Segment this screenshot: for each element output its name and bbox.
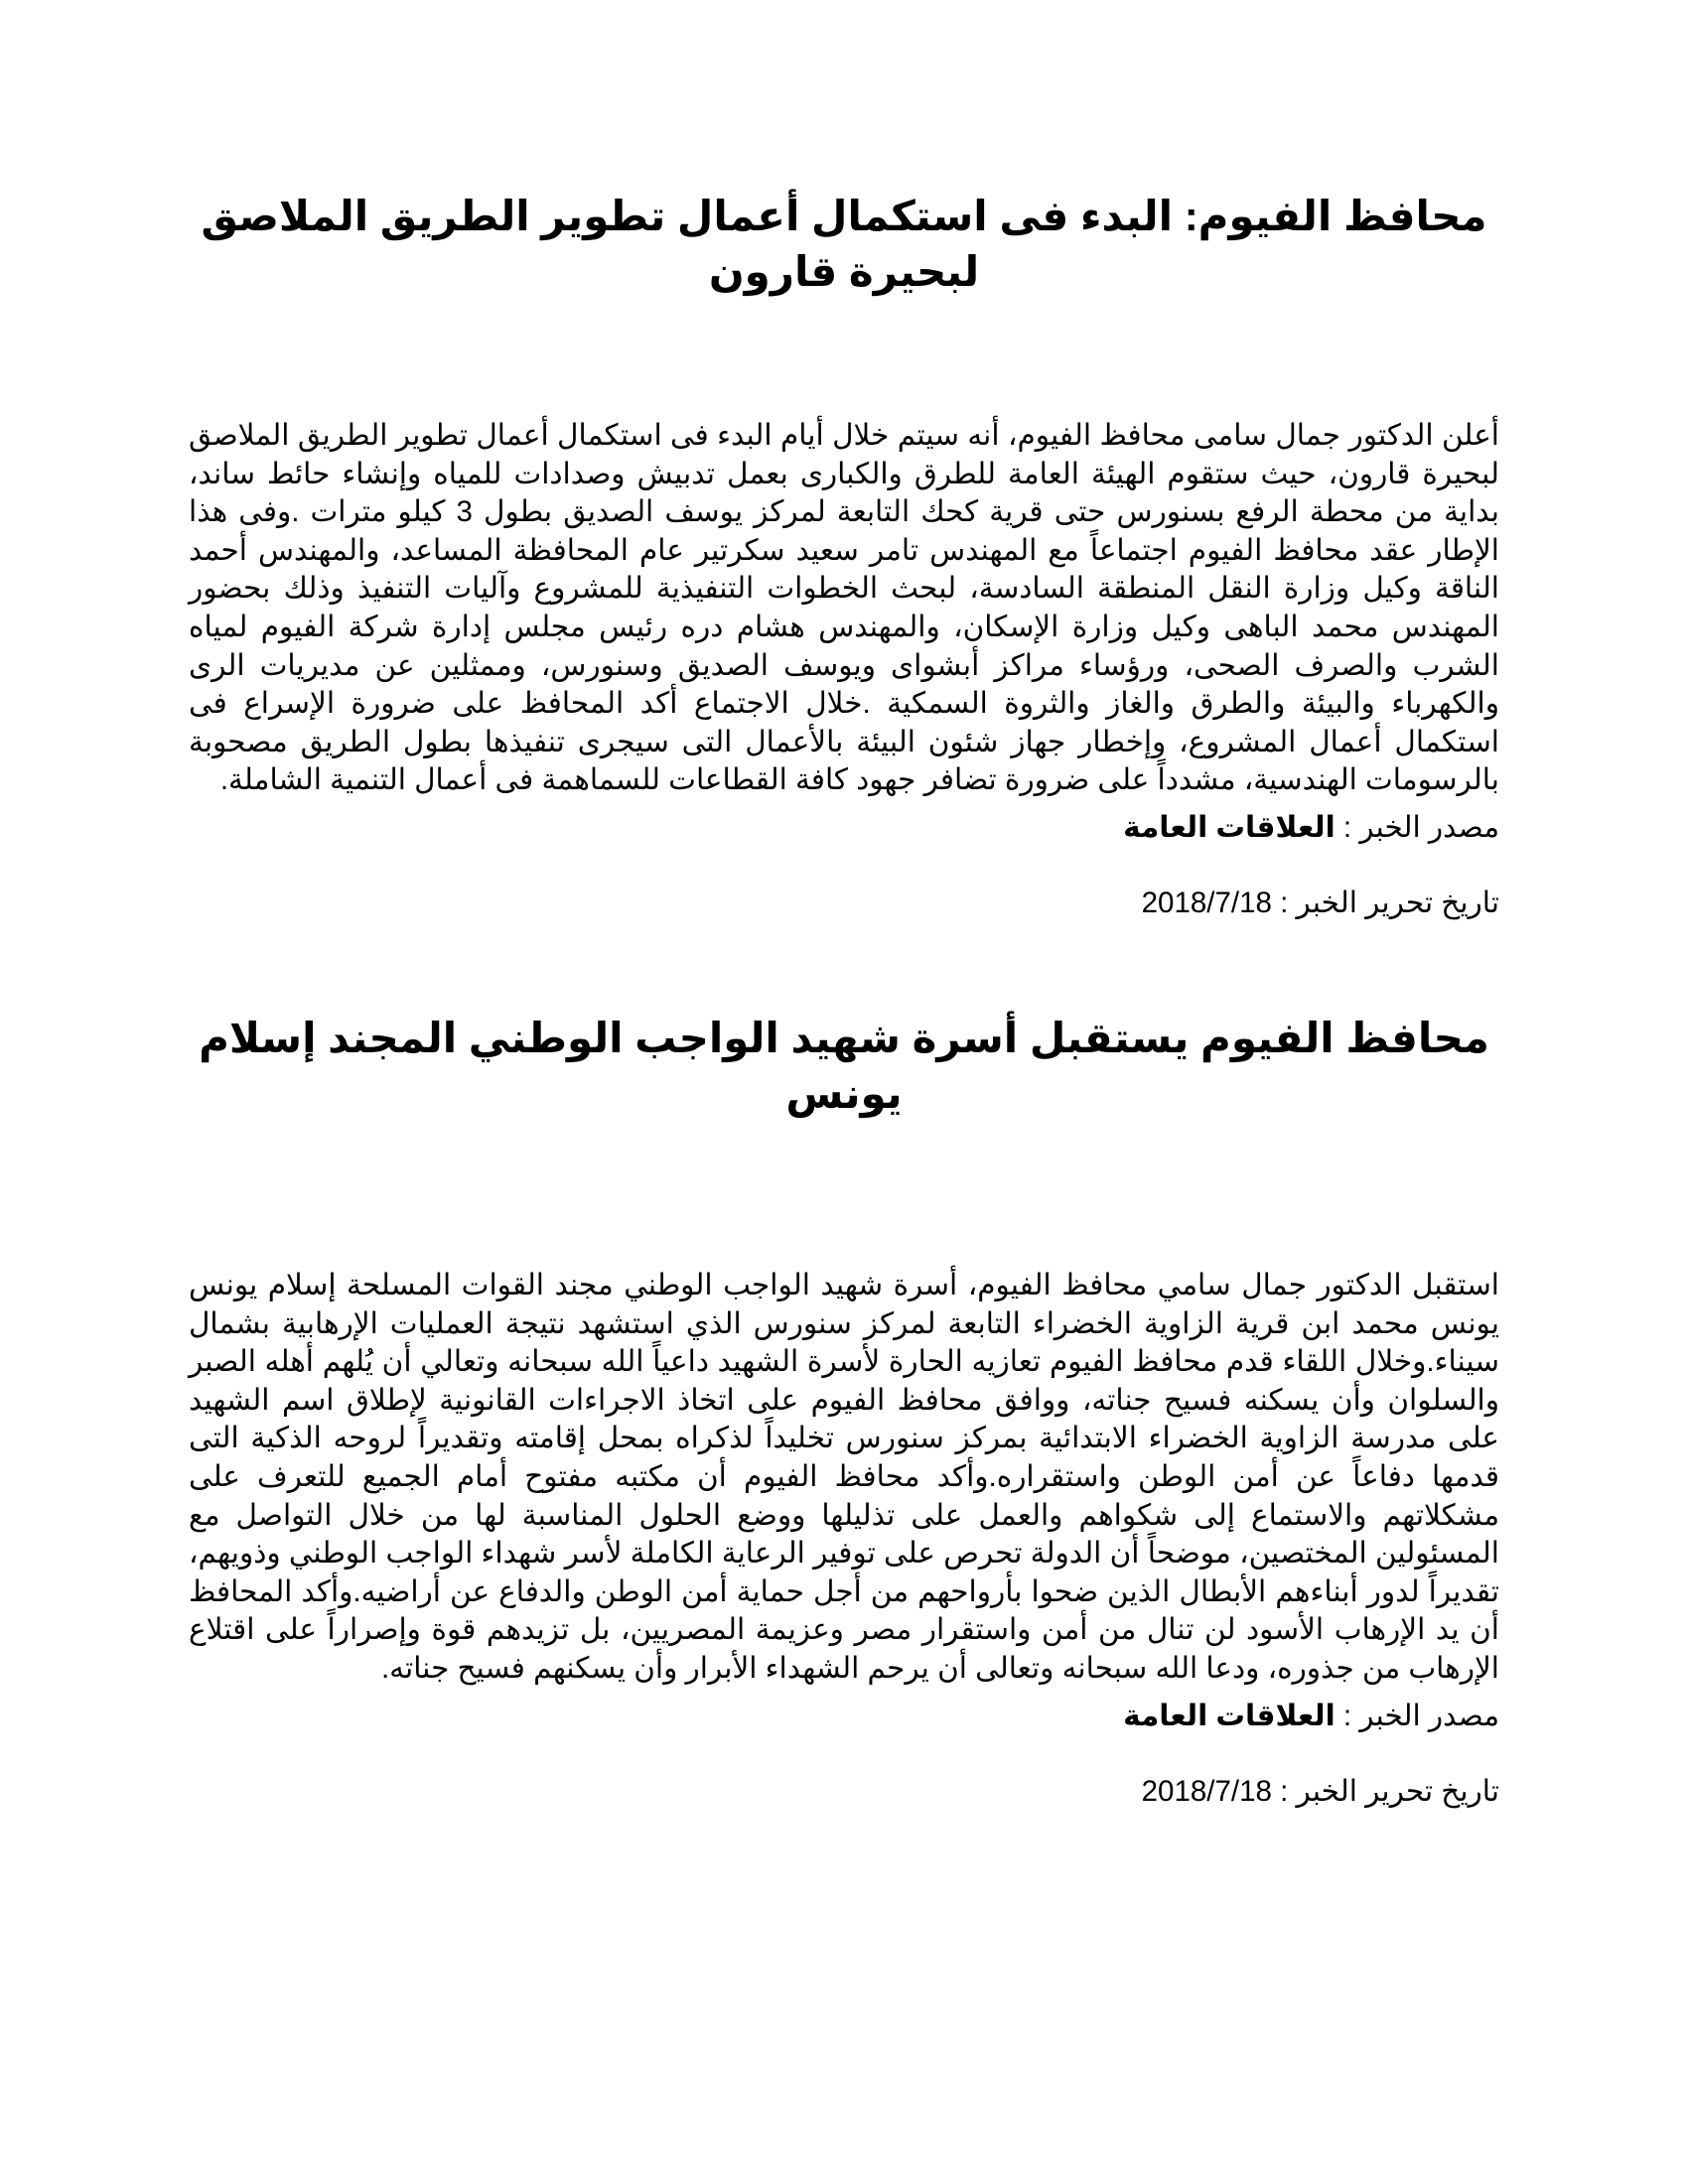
news-date [189,884,1499,923]
news-source-label: مصدر الخبر : [1342,1699,1499,1732]
news-source [189,808,1499,848]
news-article [189,189,1499,923]
article-body: استقبل الدكتور جمال سامي محافظ الفيوم، أسرة شهيد الواجب الوطني مجند القوات المسلحة إسلام يونس يونس محمد ابن قرية الزاوية الخضراء التابعة لمركز سنورس الذي استشهد نتيجة العمليات الإرهابية بشمال سيناء.وخلال اللقاء قدم محافظ الفيوم تعازيه الحارة لأسرة الشهيد داعياً الله سبحانه وتعالي أن يُلهم أهله الصبر والسلوان وأن يسكنه فسيح جناته، ووافق محافظ الفيوم على اتخاذ الاجراءات القانونية لإطلاق اسم الشهيد على مدرسة الزاوية الخضراء الابتدائية بمركز سنورس تخليداً لذكراه بمحل إقامته وتقديراً لروحه الذكية التى قدمها دفاعاً عن أمن الوطن واستقراره.وأكد محافظ الفيوم أن مكتبه مفتوح أمام الجميع للتعرف على مشكلاتهم والاستماع إلى شكواهم والعمل على تذليلها ووضع الحلول المناسبة لها من خلال التواصل مع المسئولين المختصين، موضحاً أن الدولة تحرص على توفير الرعاية الكاملة لأسر شهداء الواجب الوطني وذويهم، تقديراً لدور أبناءهم الأبطال الذين ضحوا بأرواحهم من أجل حماية أمن الوطن والدفاع عن أراضيه.وأكد المحافظ أن يد الإرهاب الأسود لن تنال من أمن واستقرار مصر وعزيمة المصريين، بل تزيدهم قوة وإصراراً على اقتلاع الإرهاب من جذوره، ودعا الله سبحانه وتعالى أن يرحم الشهداء الأبرار وأن يسكنهم فسيح جناته. [189,1269,1499,1685]
article-body: أعلن الدكتور جمال سامى محافظ الفيوم، أنه سيتم خلال أيام البدء فى استكمال أعمال تطوير الطريق الملاصق لبحيرة قارون، حيث ستقوم الهيئة العامة للطرق والكبارى بعمل تدبيش وصدادات للمياه وإنشاء حائط ساند، بداية من محطة الرفع بسنورس حتى قرية كحك التابعة لمركز يوسف الصديق بطول 3 كيلو مترات .وفى هذا الإطار عقد محافظ الفيوم اجتماعاً مع المهندس تامر سعيد سكرتير عام المحافظة المساعد، والمهندس أحمد الناقة وكيل وزارة النقل المنطقة السادسة، لبحث الخطوات التنفيذية للمشروع وآليات التنفيذ وذلك بحضور المهندس محمد الباهى وكيل وزارة الإسكان، والمهندس هشام دره رئيس مجلس إدارة شركة الفيوم لمياه الشرب والصرف الصحى، ورؤساء مراكز أبشواى ويوسف الصديق وسنورس، وممثلين عن مديريات الرى والكهرباء والبيئة والطرق والغاز والثروة السمكية .خلال الاجتماع أكد المحافظ على ضرورة الإسراع فى استكمال أعمال المشروع، وإخطار جهاز شئون البيئة بالأعمال التى سيجرى تنفيذها بطول الطريق مصحوبة بالرسومات الهندسية، مشدداً على ضرورة تضافر جهود كافة القطاعات للسماهمة فى أعمال التنمية الشاملة. [189,419,1499,797]
news-source-value: العلاقات العامة [1123,810,1336,844]
article-headline: محافظ الفيوم يستقبل أسرة شهيد الواجب الوطني المجند إسلام يونس [199,1015,1489,1117]
news-date-label: تاريخ تحرير الخبر : [1280,886,1499,919]
news-date-value: 2018/7/18 [1141,886,1272,919]
news-date-value: 2018/7/18 [1141,1774,1272,1808]
article-headline: محافظ الفيوم: البدء فى استكمال أعمال تطوير الطريق الملاصق لبحيرة قارون [201,193,1487,295]
news-date [189,1772,1499,1812]
news-source-label: مصدر الخبر : [1342,810,1499,844]
news-article [189,1011,1499,1812]
news-source [189,1697,1499,1736]
news-source-value: العلاقات العامة [1123,1699,1336,1732]
news-date-label: تاريخ تحرير الخبر : [1280,1774,1499,1808]
